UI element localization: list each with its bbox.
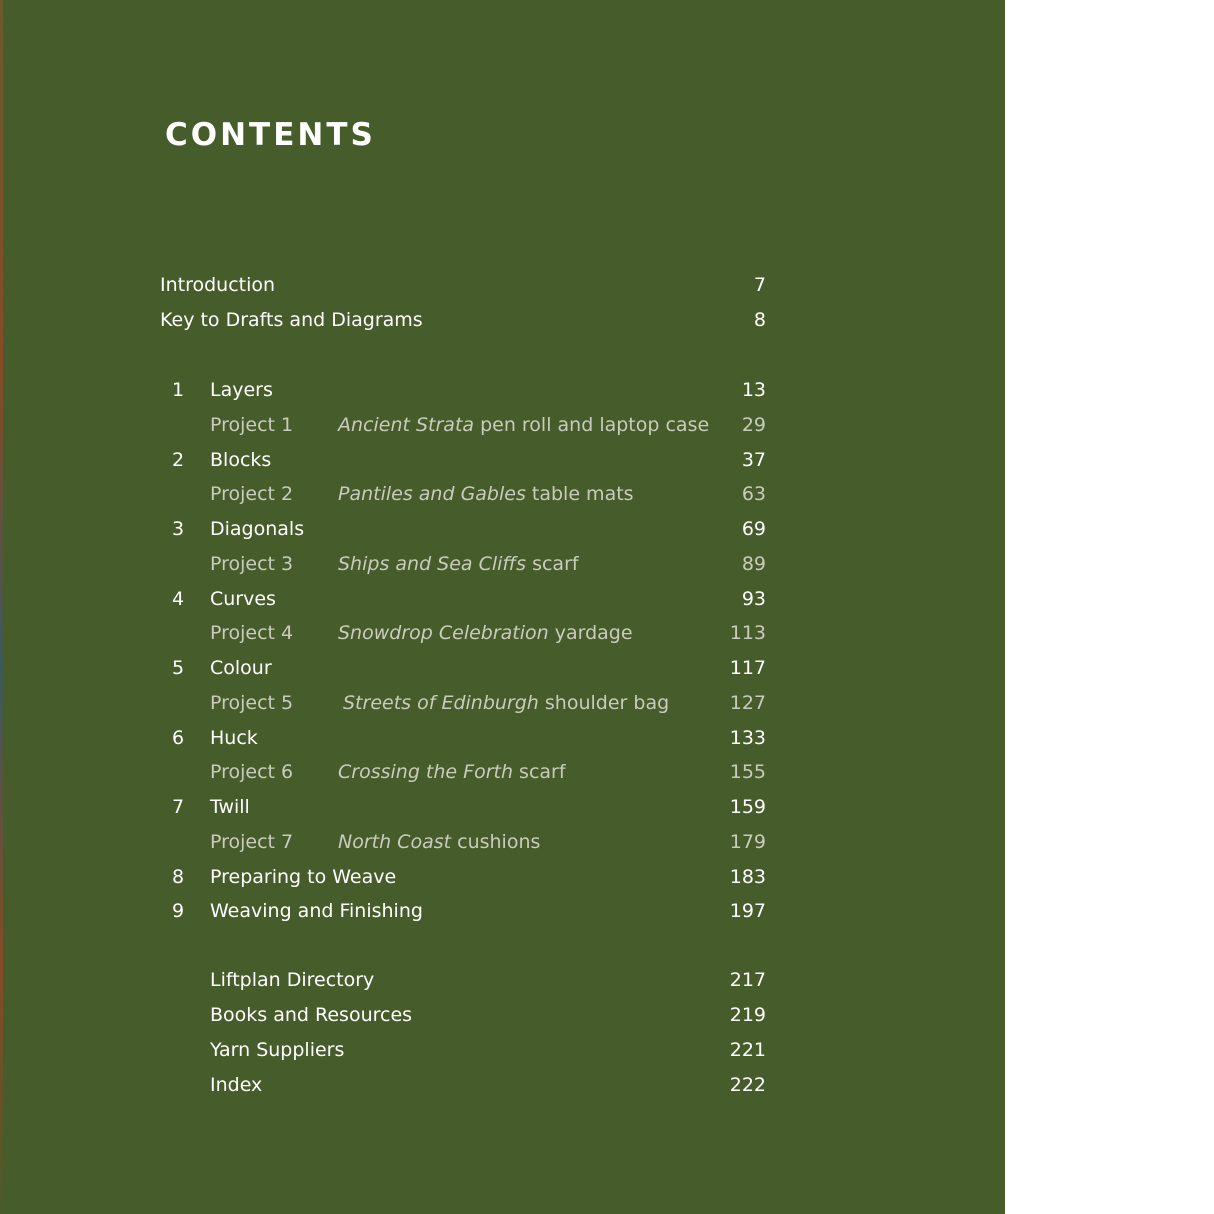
chapter-page-number: 197 xyxy=(729,900,766,922)
chapter-number: 6 xyxy=(172,727,185,749)
chapter-number: 7 xyxy=(172,796,185,818)
entry-label: Books and Resources xyxy=(210,1004,413,1026)
toc-entry-chapter[interactable] xyxy=(160,863,766,891)
project-title-rest: scarf xyxy=(526,553,579,575)
chapter-page-number: 159 xyxy=(729,796,766,818)
entry-label: Liftplan Directory xyxy=(210,969,375,991)
project-label: Project 6 xyxy=(210,761,294,783)
chapter-number: 8 xyxy=(172,866,185,888)
chapter-number: 4 xyxy=(172,588,185,610)
chapter-title: Blocks xyxy=(210,449,272,471)
entry-page-number: 222 xyxy=(729,1074,766,1096)
toc-entry-front[interactable] xyxy=(160,271,766,299)
project-label: Project 3 xyxy=(210,553,294,575)
toc-entry-back[interactable] xyxy=(160,1071,766,1099)
project-title-rest: pen roll and laptop case xyxy=(474,414,710,436)
chapter-page-number: 133 xyxy=(729,727,766,749)
project-title xyxy=(338,550,579,578)
toc-entry-project[interactable] xyxy=(160,480,766,508)
toc-entry-project[interactable] xyxy=(160,828,766,856)
project-title-italic: Pantiles and Gables xyxy=(338,483,526,505)
chapter-title: Colour xyxy=(210,657,272,679)
project-title-italic: Streets of Edinburgh xyxy=(343,692,539,714)
toc-entry-chapter[interactable] xyxy=(160,897,766,925)
project-title xyxy=(338,411,709,439)
entry-label: Yarn Suppliers xyxy=(210,1039,345,1061)
chapter-number: 5 xyxy=(172,657,185,679)
toc-entry-project[interactable] xyxy=(160,550,766,578)
project-title xyxy=(338,619,633,647)
project-label: Project 7 xyxy=(210,831,294,853)
project-page-number: 113 xyxy=(729,622,766,644)
chapter-page-number: 117 xyxy=(729,657,766,679)
project-title-rest: yardage xyxy=(548,622,633,644)
chapter-number: 3 xyxy=(172,518,185,540)
toc-entry-chapter[interactable] xyxy=(160,585,766,613)
entry-page-number: 221 xyxy=(729,1039,766,1061)
chapter-title: Diagonals xyxy=(210,518,305,540)
entry-page-number: 8 xyxy=(753,309,766,331)
project-page-number: 29 xyxy=(741,414,766,436)
chapter-title: Curves xyxy=(210,588,276,610)
project-page-number: 179 xyxy=(729,831,766,853)
project-title-italic: North Coast xyxy=(338,831,452,853)
entry-label: Introduction xyxy=(160,274,276,296)
chapter-page-number: 93 xyxy=(741,588,766,610)
toc-entry-project[interactable] xyxy=(160,411,766,439)
entry-page-number: 219 xyxy=(729,1004,766,1026)
project-label: Project 2 xyxy=(210,483,294,505)
toc-entry-chapter[interactable] xyxy=(160,793,766,821)
toc-entry-project[interactable] xyxy=(160,689,766,717)
project-title-italic: Crossing the Forth xyxy=(338,761,513,783)
toc-entry-chapter[interactable] xyxy=(160,654,766,682)
chapter-title: Huck xyxy=(210,727,258,749)
toc-entry-front[interactable] xyxy=(160,306,766,334)
toc-entry-chapter[interactable] xyxy=(160,376,766,404)
chapter-number: 9 xyxy=(172,900,185,922)
toc-entry-chapter[interactable] xyxy=(160,446,766,474)
project-title xyxy=(338,758,566,786)
chapter-page-number: 69 xyxy=(741,518,766,540)
project-title-rest: table mats xyxy=(525,483,634,505)
project-title-italic: Ships and Sea Cliffs xyxy=(338,553,527,575)
chapter-number: 2 xyxy=(172,449,185,471)
entry-label: Key to Drafts and Diagrams xyxy=(160,309,423,331)
project-page-number: 127 xyxy=(729,692,766,714)
project-page-number: 63 xyxy=(741,483,766,505)
chapter-number: 1 xyxy=(172,379,185,401)
page-edge xyxy=(0,0,3,1214)
project-title xyxy=(338,480,634,508)
project-label: Project 1 xyxy=(210,414,294,436)
entry-label: Index xyxy=(210,1074,263,1096)
toc-entry-back[interactable] xyxy=(160,1001,766,1029)
project-label: Project 4 xyxy=(210,622,294,644)
toc-entry-project[interactable] xyxy=(160,619,766,647)
chapter-page-number: 37 xyxy=(741,449,766,471)
chapter-title: Preparing to Weave xyxy=(210,866,397,888)
project-title-rest: cushions xyxy=(451,831,541,853)
toc-entry-chapter[interactable] xyxy=(160,515,766,543)
chapter-title: Layers xyxy=(210,379,273,401)
chapter-title: Weaving and Finishing xyxy=(210,900,423,922)
project-page-number: 89 xyxy=(741,553,766,575)
chapter-title: Twill xyxy=(210,796,250,818)
entry-page-number: 7 xyxy=(753,274,766,296)
toc-entry-back[interactable] xyxy=(160,1036,766,1064)
project-label: Project 5 xyxy=(210,692,294,714)
page-title: CONTENTS xyxy=(165,117,376,153)
project-title xyxy=(338,828,540,856)
toc-entry-project[interactable] xyxy=(160,758,766,786)
chapter-page-number: 183 xyxy=(729,866,766,888)
toc-entry-chapter[interactable] xyxy=(160,724,766,752)
project-title-rest: scarf xyxy=(513,761,566,783)
chapter-page-number: 13 xyxy=(741,379,766,401)
project-title-italic: Ancient Strata xyxy=(338,414,475,436)
entry-page-number: 217 xyxy=(729,969,766,991)
project-title-italic: Snowdrop Celebration xyxy=(338,622,549,644)
toc-entry-back[interactable] xyxy=(160,966,766,994)
project-page-number: 155 xyxy=(729,761,766,783)
project-title-rest: shoulder bag xyxy=(538,692,670,714)
project-title xyxy=(343,689,669,717)
